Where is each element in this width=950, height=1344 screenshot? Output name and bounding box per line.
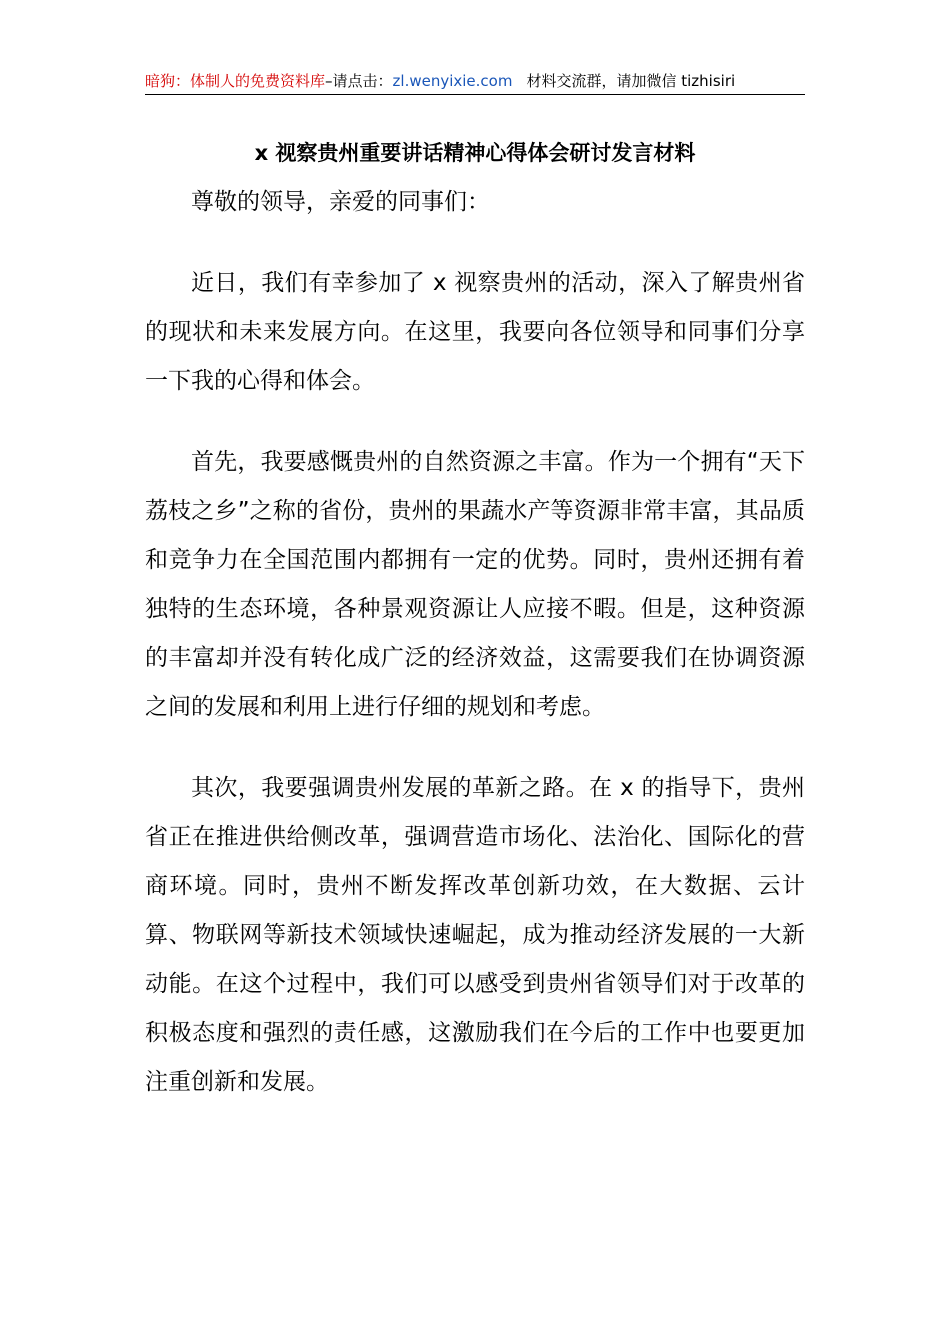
document-body — [145, 178, 805, 1139]
document-title: x 视察贵州重要讲话精神心得体会研讨发言材料 — [254, 141, 696, 165]
header-prompt: –请点击： — [325, 72, 393, 90]
paragraph: 其次，我要强调贵州发展的革新之路。在 x 的指导下，贵州省正在推进供给侧改革，强调营造市场化、法治化、国际化的营商环境。同时，贵州不断发挥改革创新功效，在大数据、云计算、物联网等新技术领域快速崛起，成为推动经济发展的一大新动能。在这个过程中，我们可以感受到贵州省领导们对于改革的积极态度和强烈的责任感，这激励我们在今后的工作中也要更加注重创新和发展。 — [145, 775, 805, 1095]
header-brand: 暗狗：体制人的免费资料库 — [145, 72, 326, 90]
header-link[interactable]: zl.wenyixie.com — [392, 72, 513, 90]
paragraph: 首先，我要感慨贵州的自然资源之丰富。作为一个拥有“天下荔枝之乡”之称的省份，贵州的果蔬水产等资源非常丰富，其品质和竞争力在全国范围内都拥有一定的优势。同时，贵州还拥有着独特的生态环境，各种景观资源让人应接不暇。但是，这种资源的丰富却并没有转化成广泛的经济效益，这需要我们在协调资源之间的发展和利用上进行仔细的规划和考虑。 — [145, 449, 805, 720]
salutation: 尊敬的领导，亲爱的同事们： — [191, 189, 490, 215]
paragraph: 近日，我们有幸参加了 x 视察贵州的活动，深入了解贵州省的现状和未来发展方向。在这里，我要向各位领导和同事们分享一下我的心得和体会。 — [145, 270, 805, 394]
page-header — [145, 70, 805, 95]
header-group-info: 材料交流群，请加微信 tizhisiri — [526, 72, 736, 90]
